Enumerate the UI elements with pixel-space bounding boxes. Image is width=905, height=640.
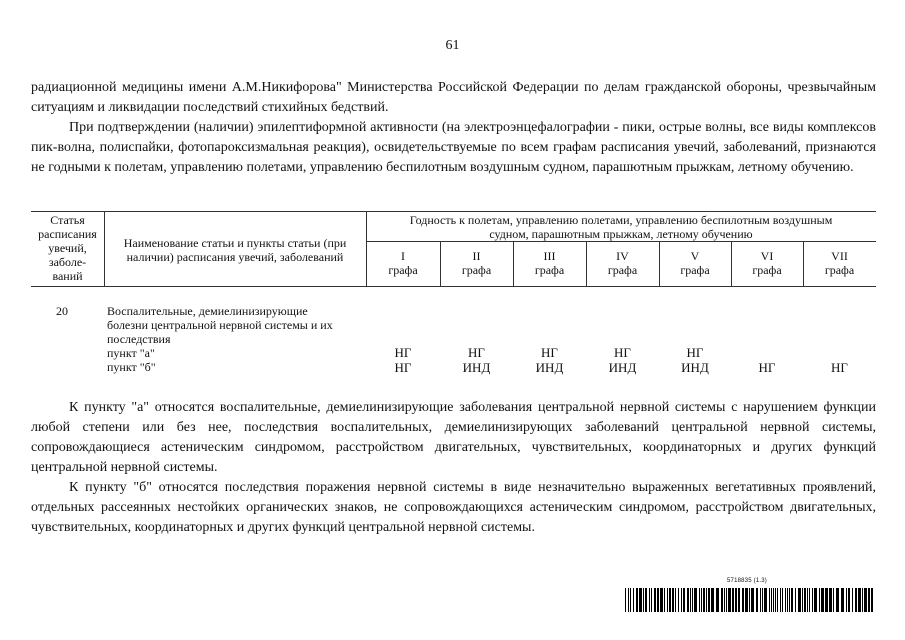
paragraph-epileptiform: При подтверждении (наличии) эпилептиформной активности (на электроэнцефалографии - пики, острые волны, все виды комплексов пик-волна, полиспайки, фотопароксизмальная реакция), освидетельствуемые по всем графам расписания увечий, заболеваний, признаются не годными к полетам, управлению полетами, управлению беспилотным воздушным судном, парашютным прыжкам, летному обучению. — [31, 120, 876, 175]
article-name: Воспалительные, демиелинизирующие болезни центральной нервной системы и их последствия пункт "а" пункт "б" — [107, 304, 333, 374]
column-header-4: IV графа — [607, 249, 638, 277]
column-header-1: I графа — [388, 249, 418, 277]
value-a-1: НГ — [394, 345, 412, 360]
value-b-5: ИНД — [681, 360, 709, 375]
column-header-3: III графа — [534, 249, 565, 277]
header-name: Наименование статьи и пункты статьи (при наличии) расписания увечий, заболеваний — [123, 236, 347, 264]
item-b-label: пункт "б" — [107, 360, 156, 374]
value-b-1: НГ — [394, 360, 412, 375]
barcode-icon — [625, 588, 875, 612]
header-fitness: Годность к полетам, управлению полетами, управлению беспилотным воздушным судном, парашютным прыжкам, летному обучению — [409, 213, 833, 241]
value-a-3: НГ — [541, 345, 558, 360]
column-header-2: II графа — [461, 249, 492, 277]
value-b-7: НГ — [831, 360, 848, 375]
value-a-4: НГ — [614, 345, 631, 360]
column-header-5: V графа — [680, 249, 710, 277]
value-b-6: НГ — [758, 360, 776, 375]
value-b-4: ИНД — [608, 360, 637, 375]
item-a-label: пункт "а" — [107, 346, 155, 360]
value-b-3: ИНД — [535, 360, 564, 375]
value-a-5: НГ — [686, 345, 704, 360]
value-a-2: НГ — [468, 345, 485, 360]
barcode-label: 5718835 (1.3) — [727, 578, 767, 584]
header-article: Статья расписания увечий, заболе- ваний — [38, 213, 97, 283]
column-header-6: VI графа — [752, 249, 782, 277]
paragraph-item-a: К пункту "а" относятся воспалительные, демиелинизирующие заболевания центральной нервной системы с нарушением функции любой степени или без нее, последствия воспалительных, демиелинизирующих заболеваний центральной нервной системы, сопровождающиеся астеническим синдромом, расстройством двигательных, чувствительных, координаторных и других функций центральной нервной системы. — [31, 400, 876, 475]
value-b-2: ИНД — [462, 360, 491, 375]
paragraph-item-b: К пункту "б" относятся последствия поражения нервной системы в виде незначительно выраженных вегетативных проявлений, отдельных рассеянных нестойких органических знаков, не сопровождающихся астеническим синдромом, расстройством двигательных, чувствительных, координаторных и других функций центральной нервной системы. — [31, 480, 876, 535]
paragraph-intro: радиационной медицины имени А.М.Никифорова" Министерства Российской Федерации по делам гражданской обороны, чрезвычайным ситуациям и ликвидации последствий стихийных бедствий. — [31, 80, 876, 115]
page-number: 61 — [445, 38, 460, 53]
article-number: 20 — [56, 304, 68, 318]
column-header-7: VII графа — [824, 249, 855, 277]
